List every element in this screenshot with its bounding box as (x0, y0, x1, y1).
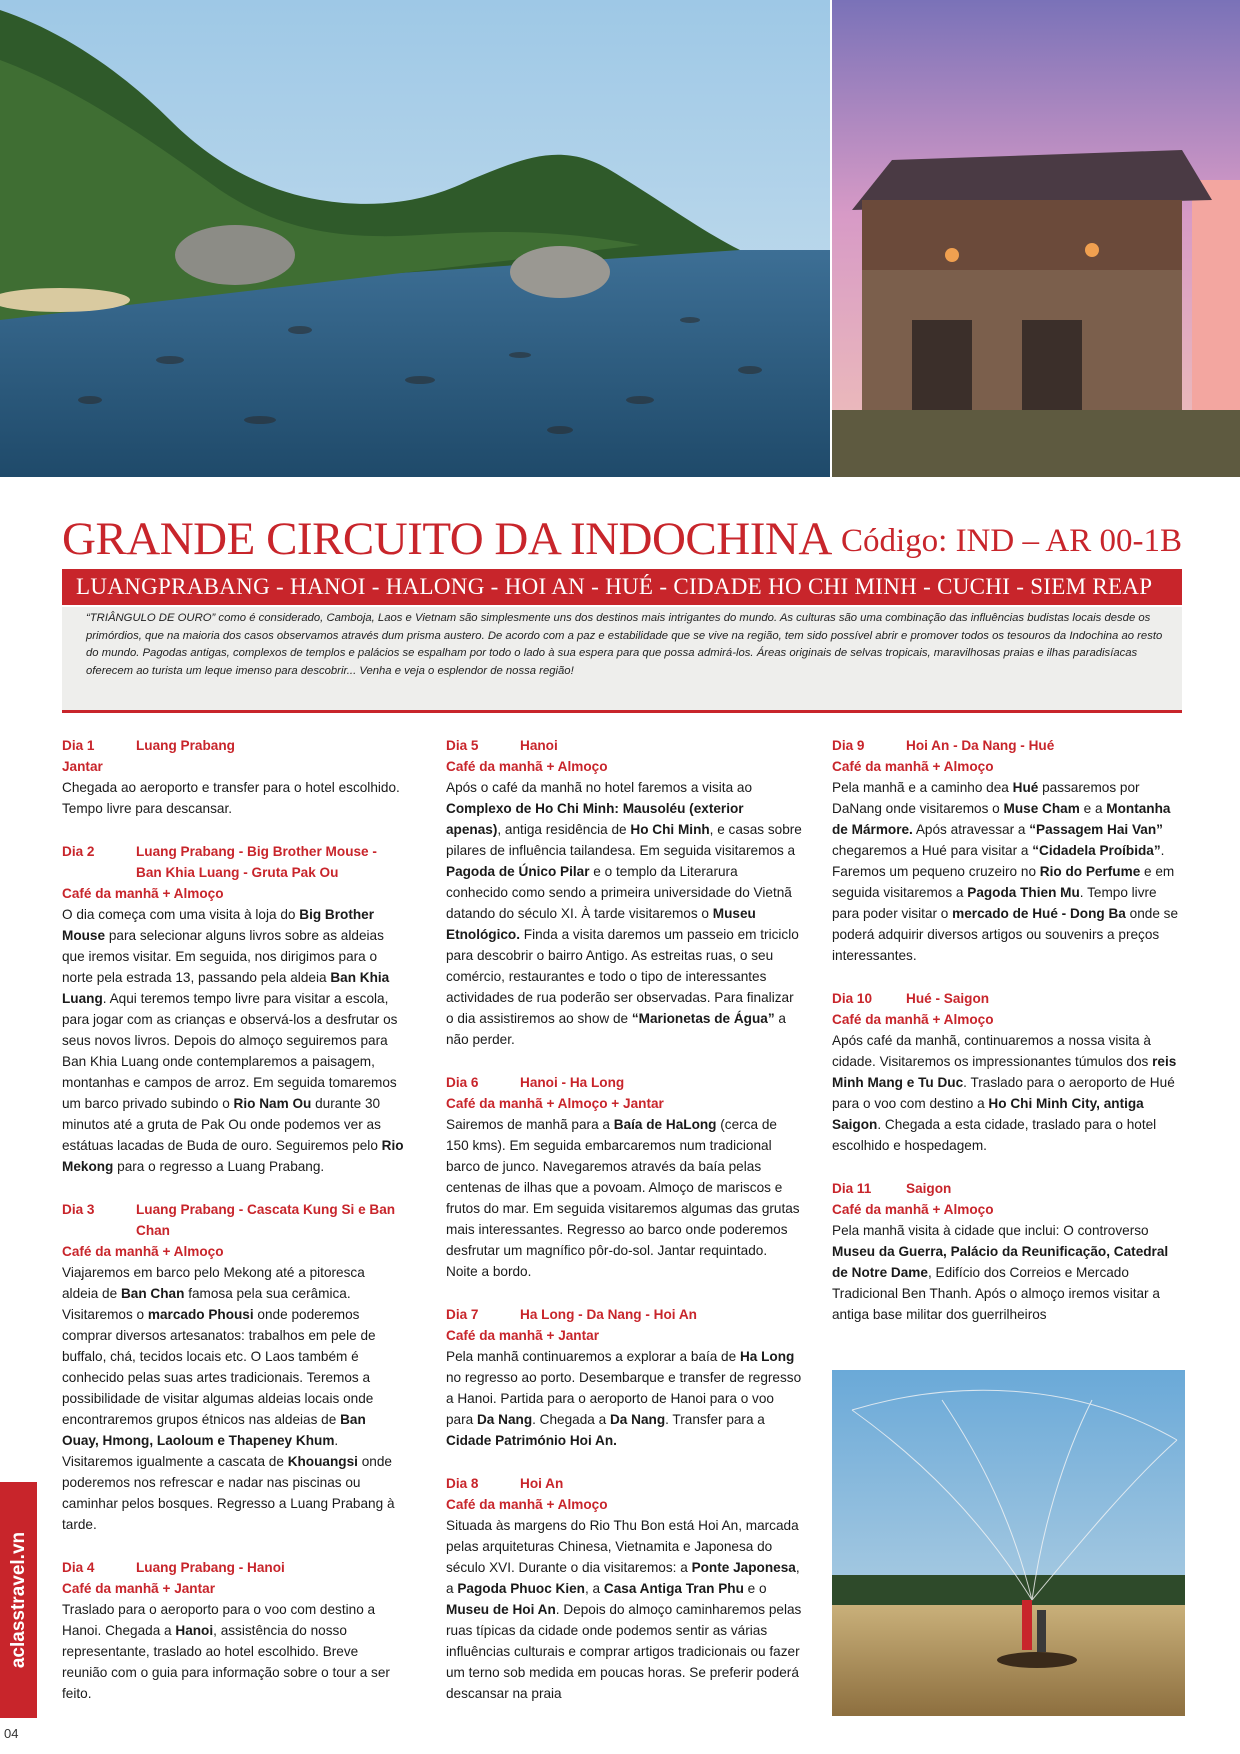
day-place: Ha Long - Da Nang - Hoi An (520, 1307, 697, 1322)
day-place: Hué - Saigon (906, 991, 990, 1006)
side-brand-tab (0, 1482, 37, 1718)
day-heading (832, 735, 1184, 756)
day-heading (446, 1473, 802, 1494)
day-place: Luang Prabang - Hanoi (136, 1560, 285, 1575)
day-place: Hanoi - Ha Long (520, 1075, 625, 1090)
day-meals: Café da manhã + Almoço (446, 759, 608, 774)
day-block (446, 1072, 802, 1282)
day-place: Luang Prabang (136, 738, 235, 753)
day-description: Pela manhã visita à cidade que inclui: O controverso Museu da Guerra, Palácio da Reunificação, Catedral de Notre Dame, Edifício dos Correios e Mercado Tradicional Ben Thanh. Após o almoço iremos visitar a antiga base militar dos guerrilheiros (832, 1223, 1169, 1322)
day-heading (62, 735, 404, 756)
day-block (832, 1178, 1184, 1325)
day-description: Viajaremos em barco pelo Mekong até a pitoresca aldeia de Ban Chan famosa pela sua cerâmica. Visitaremos o marcado Phousi onde poderemos comprar diversos artesanatos: trabalhos em pele de buffalo, chá, tecidos locais etc. O Laos também é conhecido pelas suas artes tradicionais. Teremos a possibilidade de visitar algumas aldeias locais onde encontraremos grupos étnicos nas aldeias de Ban Ouay, Hmong, Laoloum e Thapeney Khum. Visitaremos igualmente a cascata de Khouangsi onde poderemos nos refrescar e nadar nas piscinas ou caminhar pelos bosques. Regresso a Luang Prabang à tarde. (62, 1265, 395, 1532)
day-place: Luang Prabang - Cascata Kung Si e Ban Chan (136, 1202, 396, 1238)
brand-url: aclasstravel.vn (7, 1531, 29, 1669)
day-meals: Café da manhã + Almoço (832, 1202, 994, 1217)
day-block (832, 735, 1184, 966)
japanese-bridge-photo (832, 0, 1240, 477)
day-block (446, 735, 802, 1050)
day-number: Dia 2 (62, 844, 95, 859)
day-meals: Café da manhã + Almoço (62, 886, 224, 901)
day-heading (832, 1178, 1184, 1199)
day-place: Saigon (906, 1181, 952, 1196)
day-heading (62, 841, 404, 883)
itinerary-column-1 (62, 735, 404, 1726)
day-number: Dia 5 (446, 738, 479, 753)
day-number: Dia 1 (62, 738, 95, 753)
day-block (62, 1557, 404, 1704)
day-meals: Café da manhã + Almoço + Jantar (446, 1096, 664, 1111)
day-meals: Jantar (62, 759, 103, 774)
day-meals: Café da manhã + Jantar (62, 1581, 215, 1596)
day-block (62, 841, 404, 1177)
day-description: Traslado para o aeroporto para o voo com destino a Hanoi. Chegada a Hanoi, assistência do nosso representante, traslado ao hotel escolhido. Breve reunião com o guia para informação sobre o tour a ser feito. (62, 1602, 390, 1701)
day-number: Dia 10 (832, 991, 873, 1006)
day-block (62, 1199, 404, 1535)
tour-code: Código: IND – AR 00-1B (840, 523, 1182, 559)
day-number: Dia 3 (62, 1202, 95, 1217)
day-meals: Café da manhã + Almoço (446, 1497, 608, 1512)
day-place: Luang Prabang - Big Brother Mouse - Ban Khia Luang - Gruta Pak Ou (136, 844, 377, 880)
day-place: Hoi An (520, 1476, 564, 1491)
day-number: Dia 6 (446, 1075, 479, 1090)
day-block (832, 988, 1184, 1156)
day-block (62, 735, 404, 819)
page-number: 04 (4, 1726, 19, 1741)
day-meals: Café da manhã + Almoço (832, 759, 994, 774)
day-number: Dia 4 (62, 1560, 95, 1575)
day-block (446, 1304, 802, 1451)
day-number: Dia 11 (832, 1181, 872, 1196)
page-title: GRANDE CIRCUITO DA INDOCHINA (62, 513, 832, 565)
day-description: O dia começa com uma visita à loja do Big Brother Mouse para selecionar alguns livros sobre as aldeias que iremos visitar. Em seguida, nos dirigimos para o norte pela estrada 13, passando pela aldeia Ban Khia Luang. Aqui teremos tempo livre para visitar a escola, para jogar com as crianças e observá-los a desfrutar os seus novos livros. Depois do almoço seguiremos para Ban Khia Luang onde contemplaremos a paisagem, montanhas e campos de arroz. Em seguida tomaremos um barco privado subindo o Rio Nam Ou durante 30 minutos até a gruta de Pak Ou onde podemos ver as estátuas lacadas de Buda de ouro. Seguiremos pelo Rio Mekong para o regresso a Luang Prabang. (62, 907, 404, 1174)
bay-boats-photo (0, 0, 830, 477)
day-description: Após o café da manhã no hotel faremos a visita ao Complexo de Ho Chi Minh: Mausoléu (exterior apenas), antiga residência de Ho Chi Minh, e casas sobre pilares de influência tailandesa. Em seguida visitaremos a Pagoda de Único Pilar e o templo da Literarura conhecido como sendo a primeira universidade do Vietnã datando do século XI. À tarde visitaremos o Museu Etnológico. Finda a visita daremos um passeio em triciclo para descobrir o bairro Antigo. As estreitas ruas, o seu comércio, restaurantes e todo o tipo de interessantes actividades de rua poderão ser observadas. Para finalizar o dia assistiremos ao show de “Marionetas de Água” a não perder. (446, 780, 802, 1047)
day-block (446, 1473, 802, 1704)
day-meals: Café da manhã + Almoço (832, 1012, 994, 1027)
day-heading (832, 988, 1184, 1009)
day-heading (62, 1557, 404, 1578)
day-place: Hanoi (520, 738, 558, 753)
route-banner: LUANGPRABANG - HANOI - HALONG - HOI AN - HUÉ - CIDADE HO CHI MINH - CUCHI - SIEM REAP (62, 569, 1182, 605)
day-number: Dia 7 (446, 1307, 479, 1322)
day-heading (446, 735, 802, 756)
day-meals: Café da manhã + Almoço (62, 1244, 224, 1259)
day-meals: Café da manhã + Jantar (446, 1328, 599, 1343)
itinerary-column-3 (832, 735, 1184, 1347)
day-description: Sairemos de manhã para a Baía de HaLong (cerca de 150 kms). Em seguida embarcaremos num tradicional barco de junco. Navegaremos através da baía pelas centenas de ilhas que a povoam. Almoço de mariscos e frutos do mar. Em seguida visitaremos algumas das grutas mais interessantes. Regresso ao barco onde poderemos desfrutar um magnífico pôr-do-sol. Jantar requintado. Noite a bordo. (446, 1117, 800, 1279)
itinerary-column-2 (446, 735, 802, 1726)
day-description: Após café da manhã, continuaremos a nossa visita à cidade. Visitaremos os impressionantes túmulos dos reis Minh Mang e Tu Duc. Traslado para o aeroporto de Hué para o voo com destino a Ho Chi Minh City, antiga Saigon. Chegada a esta cidade, traslado para o hotel escolhido e hospedagem. (832, 1033, 1177, 1153)
day-description: Pela manhã continuaremos a explorar a baía de Ha Long no regresso ao porto. Desembarque e transfer de regresso a Hanoi. Partida para o aeroporto de Hanoi para o voo para Da Nang. Chegada a Da Nang. Transfer para a Cidade Património Hoi An. (446, 1349, 802, 1448)
intro-paragraph: “TRIÂNGULO DE OURO” como é considerado, Camboja, Laos e Vietnam são simplesmente uns dos destinos mais intrigantes do mundo. As culturas são uma combinação das influências budistas locais desde os primórdios, que na maioria dos casos observamos através dum prisma austero. De acordo com a paz e estabilidade que se vive na região, tem sido possível abrir e promover todos os tesouros da Indochina ao resto do mundo. Pagodas antigas, complexos de templos e palácios se espalham por todo o lado à sua espera para que possa admirá-los. Áreas originais de selvas tropicais, maravilhosas praias e ilhas paradisíacas oferecem ao turista um leque imenso para descobrir... Venha e veja o esplendor de nossa região! (62, 607, 1182, 713)
day-heading (62, 1199, 404, 1241)
day-heading (446, 1072, 802, 1093)
day-number: Dia 9 (832, 738, 865, 753)
day-heading (446, 1304, 802, 1325)
fisherman-net-photo (832, 1370, 1185, 1716)
day-description: Chegada ao aeroporto e transfer para o hotel escolhido. Tempo livre para descansar. (62, 780, 400, 816)
day-description: Pela manhã e a caminho dea Hué passaremos por DaNang onde visitaremos o Muse Cham e a Montanha de Mármore. Após atravessar a “Passagem Hai Van” chegaremos a Hué para visitar a “Cidadela Proíbida”. Faremos um pequeno cruzeiro no Rio do Perfume e em seguida visitaremos a Pagoda Thien Mu. Tempo livre para poder visitar o mercado de Hué - Dong Ba onde se poderá adquirir diversos artigos ou souvenirs a preços interessantes. (832, 780, 1179, 963)
day-description: Situada às margens do Rio Thu Bon está Hoi An, marcada pelas arquiteturas Chinesa, Vietnamita e Japonesa do século XVI. Durante o dia visitaremos: a Ponte Japonesa, a Pagoda Phuoc Kien, a Casa Antiga Tran Phu e o Museu de Hoi An. Depois do almoço caminharemos pelas ruas típicas da cidade onde podemos sentir as várias influências culturais e comprar artigos tradicionais ou fazer um terno sob medida em poucas horas. Se preferir poderá descansar na praia (446, 1518, 802, 1701)
day-number: Dia 8 (446, 1476, 479, 1491)
day-place: Hoi An - Da Nang - Hué (906, 738, 1055, 753)
